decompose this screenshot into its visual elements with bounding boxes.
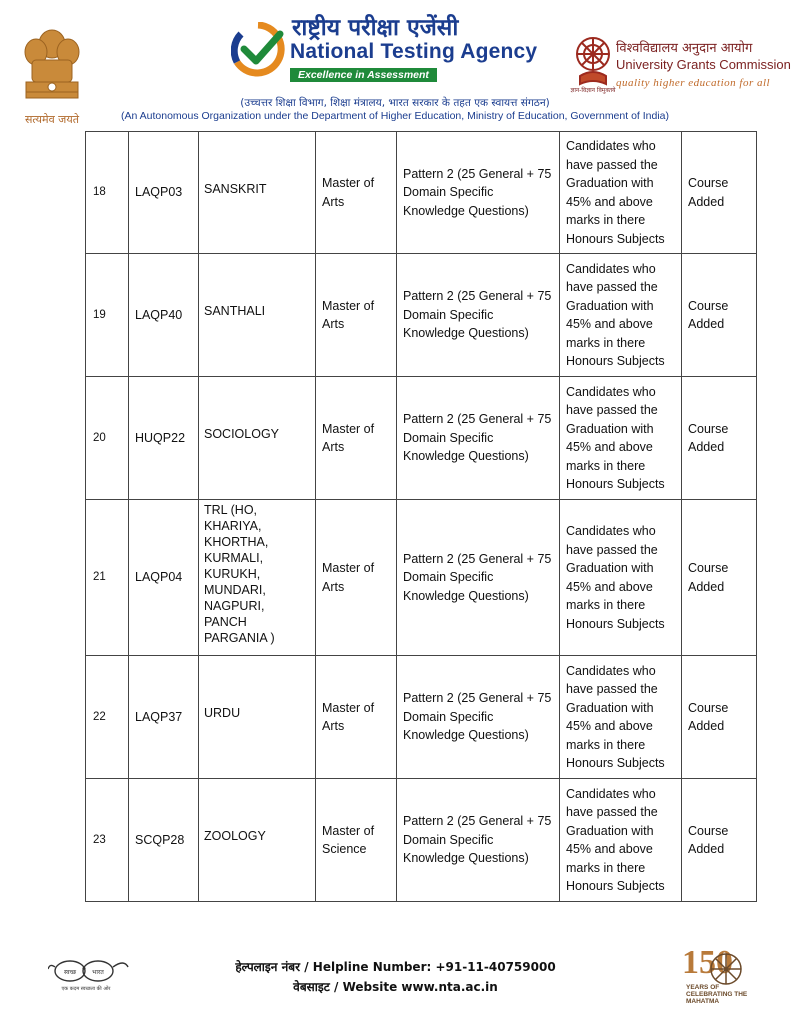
ugc-logo-caption: ज्ञान-विज्ञान विमुक्तये xyxy=(570,87,616,94)
eligibility: Candidates who have passed the Graduation with 45% and above marks in there Honours Subjects xyxy=(560,500,682,656)
degree: Master of Arts xyxy=(316,377,397,500)
serial-number: 22 xyxy=(86,656,129,779)
national-emblem xyxy=(12,26,92,126)
exam-pattern: Pattern 2 (25 General + 75 Domain Specific Knowledge Questions) xyxy=(397,656,560,779)
swachh-caption: एक कदम स्वच्छता की ओर xyxy=(61,986,111,992)
subject-name: SANTHALI xyxy=(199,254,316,377)
course-table xyxy=(85,131,757,902)
course-status: Course Added xyxy=(682,254,757,377)
course-code: SCQP28 xyxy=(129,779,199,902)
nta-logo-icon xyxy=(231,22,286,77)
exam-pattern: Pattern 2 (25 General + 75 Domain Specific Knowledge Questions) xyxy=(397,254,560,377)
course-code: LAQP40 xyxy=(129,254,199,377)
helpline-number: हेल्पलाइन नंबर / Helpline Number: +91-11-40759000 xyxy=(235,960,556,974)
course-code: LAQP03 xyxy=(129,132,199,254)
ugc-logo-icon xyxy=(572,32,614,92)
eligibility: Candidates who have passed the Graduation with 45% and above marks in there Honours Subjects xyxy=(560,254,682,377)
degree: Master of Arts xyxy=(316,132,397,254)
charkha-wheel-icon xyxy=(707,950,745,988)
degree: Master of Arts xyxy=(316,254,397,377)
subject-name: URDU xyxy=(199,656,316,779)
nta-hindi-title: राष्ट्रीय परीक्षा एजेंसी xyxy=(292,14,459,41)
course-status: Course Added xyxy=(682,779,757,902)
nta-english-title: National Testing Agency xyxy=(290,40,538,63)
org-description-hindi: (उच्चत्तर शिक्षा विभाग, शिक्षा मंत्रालय, भारत सरकार के तहत एक स्वायत्त संगठन) xyxy=(240,97,550,109)
course-status: Course Added xyxy=(682,132,757,254)
course-code: LAQP37 xyxy=(129,656,199,779)
ugc-english-title: University Grants Commission xyxy=(616,57,791,72)
table-row xyxy=(86,377,757,500)
website-link[interactable]: वेबसाइट / Website www.nta.ac.in xyxy=(293,980,498,994)
exam-pattern: Pattern 2 (25 General + 75 Domain Specific Knowledge Questions) xyxy=(397,500,560,656)
table-row xyxy=(86,779,757,902)
emblem-motto: सत्यमेव जयते xyxy=(24,113,79,126)
subject-name: SANSKRIT xyxy=(199,132,316,254)
org-description-english: (An Autonomous Organization under the Department of Higher Education, Ministry of Education, Government of India) xyxy=(120,110,670,122)
subject-name: ZOOLOGY xyxy=(199,779,316,902)
table-row xyxy=(86,132,757,254)
table-row xyxy=(86,500,757,656)
eligibility: Candidates who have passed the Graduation with 45% and above marks in there Honours Subjects xyxy=(560,779,682,902)
gandhi-caption: YEARS OF CELEBRATING THE MAHATMA xyxy=(686,984,748,1005)
serial-number: 23 xyxy=(86,779,129,902)
eligibility: Candidates who have passed the Graduation with 45% and above marks in there Honours Subjects xyxy=(560,656,682,779)
subject-name: SOCIOLOGY xyxy=(199,377,316,500)
eligibility: Candidates who have passed the Graduation with 45% and above marks in there Honours Subjects xyxy=(560,377,682,500)
course-status: Course Added xyxy=(682,377,757,500)
ashoka-lion-icon xyxy=(12,26,92,110)
swachh-right-text: भारत xyxy=(92,969,104,976)
degree: Master of Science xyxy=(316,779,397,902)
subject-name: TRL (HO, KHARIYA, KHORTHA, KURMALI, KURUKH, MUNDARI, NAGPURI, PANCH PARGANIA ) xyxy=(199,500,316,656)
ugc-hindi-title: विश्वविद्यालय अनुदान आयोग xyxy=(616,41,753,56)
course-code: HUQP22 xyxy=(129,377,199,500)
eligibility: Candidates who have passed the Graduation with 45% and above marks in there Honours Subjects xyxy=(560,132,682,254)
ugc-tagline: quality higher education for all xyxy=(616,77,771,89)
course-status: Course Added xyxy=(682,500,757,656)
nta-tagline: Excellence in Assessment xyxy=(290,68,437,82)
degree: Master of Arts xyxy=(316,656,397,779)
degree: Master of Arts xyxy=(316,500,397,656)
swachh-left-text: स्वच्छ xyxy=(63,969,77,976)
exam-pattern: Pattern 2 (25 General + 75 Domain Specific Knowledge Questions) xyxy=(397,132,560,254)
gandhi-150-number: 150 xyxy=(682,944,733,981)
serial-number: 20 xyxy=(86,377,129,500)
table-row xyxy=(86,254,757,377)
serial-number: 21 xyxy=(86,500,129,656)
table-row xyxy=(86,656,757,779)
serial-number: 18 xyxy=(86,132,129,254)
course-status: Course Added xyxy=(682,656,757,779)
course-code: LAQP04 xyxy=(129,500,199,656)
serial-number: 19 xyxy=(86,254,129,377)
exam-pattern: Pattern 2 (25 General + 75 Domain Specific Knowledge Questions) xyxy=(397,779,560,902)
exam-pattern: Pattern 2 (25 General + 75 Domain Specific Knowledge Questions) xyxy=(397,377,560,500)
